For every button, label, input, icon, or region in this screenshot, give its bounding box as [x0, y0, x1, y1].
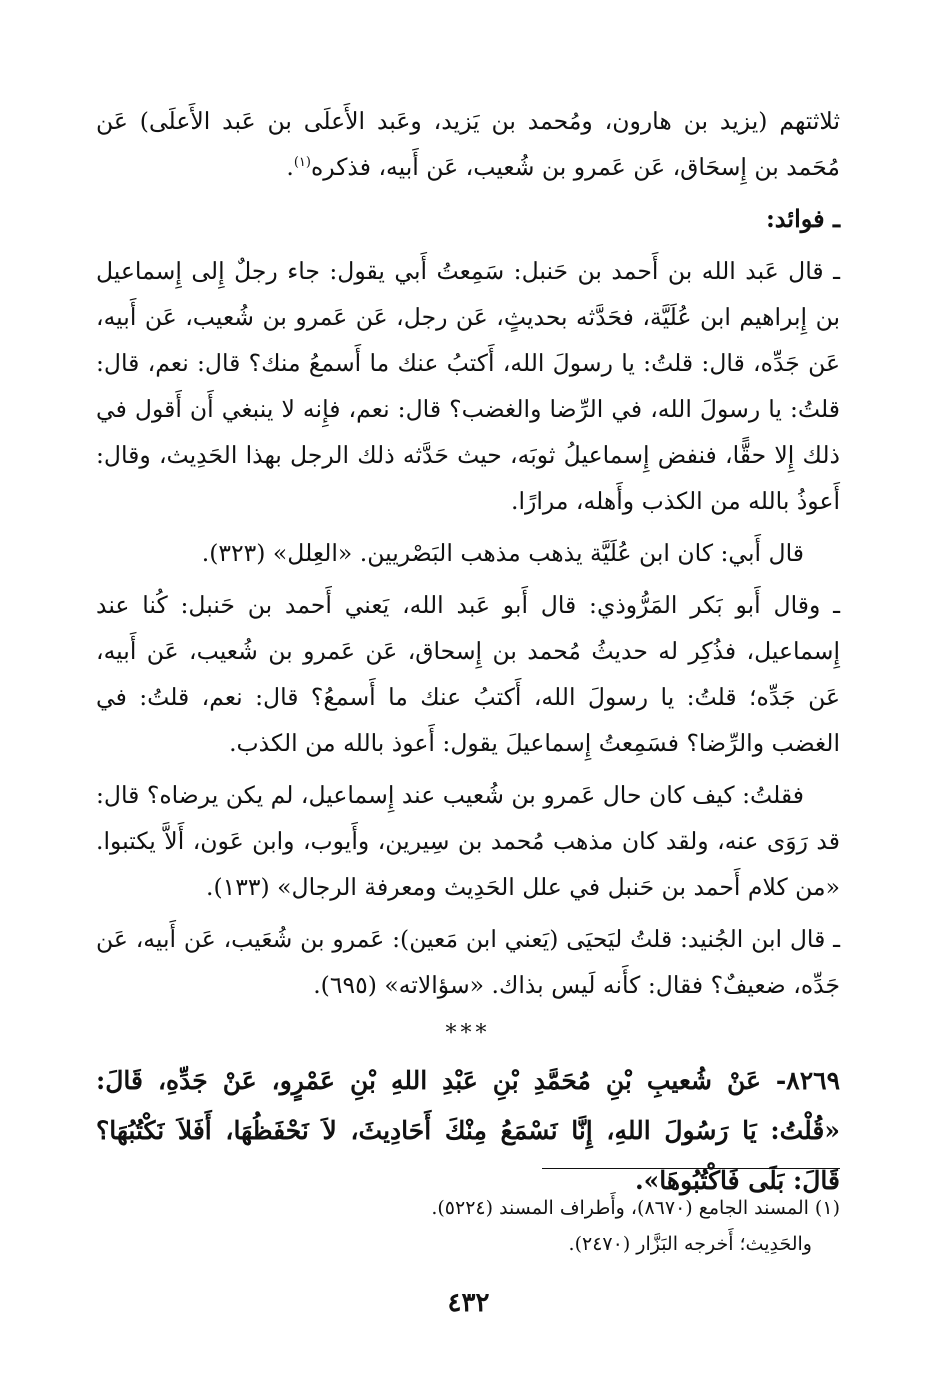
paragraph-ibn-junaid: ـ قال ابن الجُنيد: قلتُ ليَحيَى (يَعني ابن مَعين): عَمرو بن شُعَيب، عَن أَبيه، عَن جَدِّه، ضعيفٌ؟ فقال: كأَنه لَيس بذاك. «سؤالاته» (٦٩٥).	[96, 925, 840, 999]
hadith-8269: ٨٢٦٩- عَنْ شُعيبِ بْنِ مُحَمَّدِ بْنِ عَبْدِ اللهِ بْنِ عَمْرٍو، عَنْ جَدِّهِ، قَالَ: «قُلْتُ: يَا رَسُولَ اللهِ، إِنَّا نَسْمَعُ مِنْكَ أَحَادِيثَ، لاَ نَحْفَظُهَا، أَفَلاَ نَكْتُبُهَا؟ قَالَ: بَلَى فَاكْتُبُوهَا».	[96, 1066, 840, 1195]
section-divider-stars: ***	[445, 1021, 491, 1046]
paragraph-chain	[96, 98, 840, 190]
page-number: ٤٣٢	[447, 1288, 490, 1318]
paragraph-abdullah-narration: ـ قال عَبد الله بن أَحمد بن حَنبل: سَمِعتُ أَبي يقول: جاء رجلٌ إِلى إِسماعيل بن إِبراهيم ابن عُلَيَّة، فحَدَّثه بحديثٍ، عَن رجل، عَن عَمرو بن شُعيب، عَن أَبيه، عَن جَدِّه، قال: قلتُ: يا رسولَ الله، أَكتبُ عنك ما أَسمعُ منك؟ قال: نعم، قال: قلتُ: يا رسولَ الله، في الرِّضا والغضب؟ قال: نعم، فإِنه لا ينبغي أَن أَقول في ذلك إِلا حقًّا، فنفض إِسماعيلُ ثوبَه، حيث حَدَّثه ذلك الرجل بهذا الحَدِيث، وقال: أَعوذُ بالله من الكذب وأَهله، مرارًا.	[96, 257, 840, 515]
footnote-1: (١) المسند الجامع (٨٦٧٠)، وأَطراف المسند (٥٢٢٤).	[431, 1197, 840, 1219]
paragraph-marrudhi-narration: ـ وقال أَبو بَكر المَرُّوذي: قال أَبو عَبد الله، يَعني أَحمد بن حَنبل: كُنا عند إِسماعيل، فذُكِر له حديثُ مُحمد بن إِسحاق، عَن عَمرو بن شُعيب، عَن أَبيه، عَن جَدِّه؛ قلتُ: يا رسولَ الله، أَكتبُ عنك ما أَسمعُ؟ قال: نعم، قلتُ: في الغضب والرِّضا؟ فسَمِعتُ إِسماعيلَ يقول: أَعوذ بالله من الكذب.	[96, 591, 840, 757]
main-text	[96, 98, 840, 1206]
footnote-separator	[542, 1168, 840, 1169]
paragraph-chain-text: ثلاثتهم (يزيد بن هارون، ومُحمد بن يَزيد، وعَبد الأَعلَى بن عَبد الأَعلَى) عَن مُحَمد بن إِسحَاق، عَن عَمرو بن شُعيب، عَن أَبيه، فذكره	[96, 107, 840, 181]
paragraph-ilal-note: قال أَبي: كان ابن عُلَيَّة يذهب مذهب البَصْريين. «العِلل» (٣٢٣).	[201, 539, 804, 567]
footnote-reference: (١)	[293, 155, 311, 171]
section-heading-fawaid: ـ فوائد:	[765, 204, 840, 233]
paragraph-amr-status: فقلتُ: كيف كان حال عَمرو بن شُعيب عند إِسماعيل، لم يكن يرضاه؟ قال: قد رَوَى عنه، ولقد كان مذهب مُحمد بن سِيرين، وأَيوب، وابن عَون، أَلاَّ يكتبوا. «من كلام أَحمد بن حَنبل في علل الحَدِيث ومعرفة الرجال» (١٣٣).	[96, 781, 840, 901]
footnote-1-continuation: والحَدِيث؛ أَخرجه البَزَّار (٢٤٧٠).	[568, 1233, 812, 1255]
paragraph-chain-end: .	[286, 153, 294, 181]
footnotes	[96, 1190, 840, 1262]
